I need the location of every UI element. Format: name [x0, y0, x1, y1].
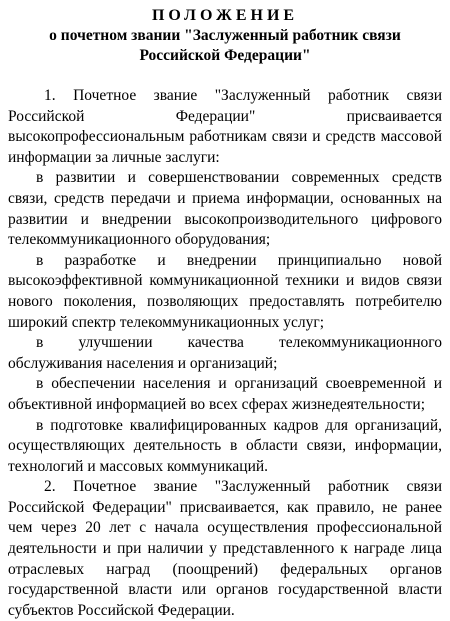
list-item-quality: в улучшении качества телекоммуникационного обслуживания населения и организаций; [8, 334, 442, 372]
document-title: ПОЛОЖЕНИЕ [151, 7, 299, 24]
document-subtitle-line-1: о почетном звании "Заслуженный работник связи [49, 27, 401, 44]
paragraph-2: 2. Почетное звание "Заслуженный работник связи Российской Федерации" присваивается, как правило, не ранее чем через 20 лет с начала осуществления профессиональной деятельности и при наличии у представленного к награде лица отраслевых наград (поощрений) федеральных органов государственной власти или органов государственной власти субъектов Российской Федерации. [8, 478, 442, 619]
section-spacer [8, 66, 442, 86]
paragraph-1: 1. Почетное звание "Заслуженный работник связи Российской Федерации" присваивается высокопрофессиональным работникам связи и средств массовой информации за личные заслуги: [8, 87, 442, 166]
list-item-innovation: в разработке и внедрении принципиально новой высокоэффективной коммуникационной техники и видов связи нового поколения, позволяющих предоставлять потребителю широкий спектр телекоммуникационных услуг; [8, 251, 442, 331]
list-item-training: в подготовке квалифицированных кадров для организаций, осуществляющих деятельность в области связи, информации, технологий и массовых коммуникаций. [8, 416, 442, 475]
list-item-information: в обеспечении населения и организаций своевременной и объективной информацией во всех сферах жизнедеятельности; [8, 375, 442, 413]
document-subtitle-line-2: Российской Федерации" [139, 47, 311, 64]
list-item-development: в развитии и совершенствовании современных средств связи, средств передачи и приема информации, основанных на развитии и внедрении высокопроизводительного цифрового телекоммуникационного оборудования; [8, 169, 442, 249]
